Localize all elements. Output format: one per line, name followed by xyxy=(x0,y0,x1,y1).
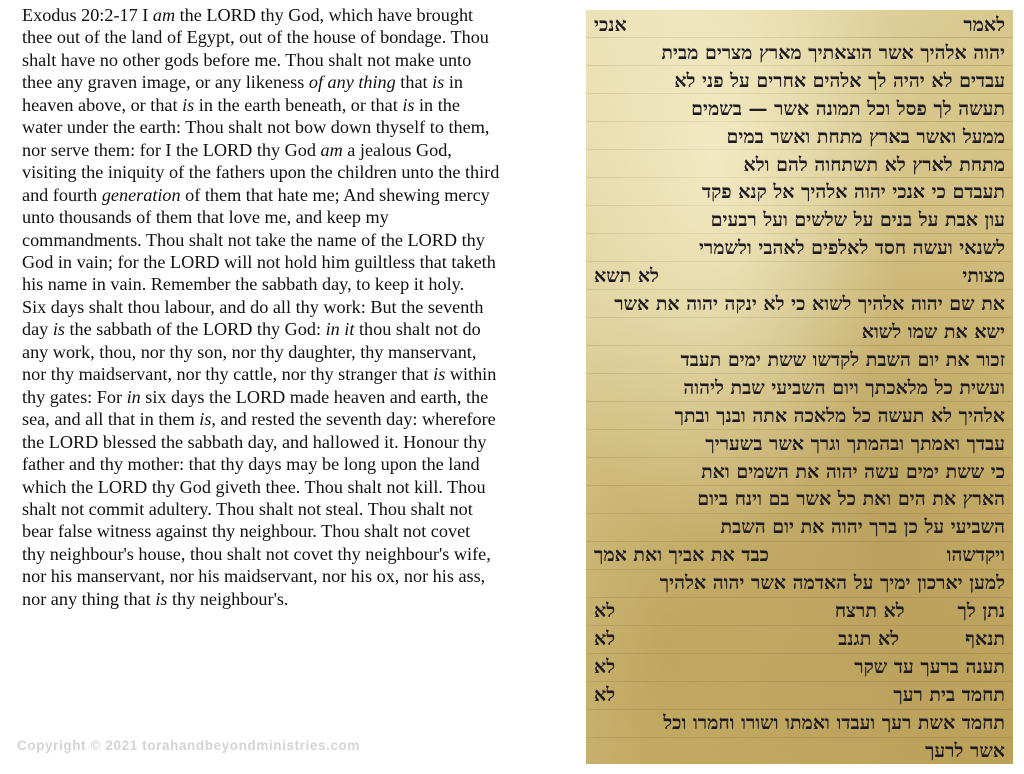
scroll-line xyxy=(594,626,1005,654)
text-segment: thee any graven image, or any likeness xyxy=(22,72,309,93)
hebrew-text: מצותי xyxy=(962,265,1005,288)
hebrew-text: תחמד אשת רעך ועבדו ואמתו ושורו וחמרו וכל xyxy=(663,711,1005,734)
hebrew-text: נתן לך לא תרצח xyxy=(834,600,1005,623)
text-segment: unto thousands of them that love me, and keep my xyxy=(22,207,389,228)
scroll-line xyxy=(594,570,1005,598)
scroll-line xyxy=(594,319,1005,347)
hebrew-text: את שם יהוה אלהיך לשוא כי לא ינקה יהוה את אשר xyxy=(614,293,1005,316)
scroll-line xyxy=(594,124,1005,152)
passage-line xyxy=(22,71,592,93)
text-segment: nor thy maidservant, nor thy cattle, nor thy stranger that xyxy=(22,364,434,385)
hebrew-scroll-text xyxy=(594,12,1005,764)
hebrew-text: לא תשא xyxy=(594,265,659,288)
italic-text: is xyxy=(52,319,65,340)
scroll-line xyxy=(594,375,1005,403)
text-segment: shalt have no other gods before me. Thou shalt not make unto xyxy=(22,49,472,70)
passage-line xyxy=(22,520,592,542)
hebrew-text: השביעי על כן ברך יהוה את יום השבת xyxy=(720,516,1005,539)
passage-line xyxy=(22,386,592,408)
scroll-line xyxy=(594,12,1005,40)
scroll-line xyxy=(594,598,1005,626)
copyright-notice: Copyright © 2021 torahandbeyondministries.com xyxy=(17,738,361,753)
text-segment: a jealous God, xyxy=(342,139,452,160)
passage-line xyxy=(22,341,592,363)
italic-text: am xyxy=(320,139,343,160)
passage-line xyxy=(22,161,592,183)
passage-line xyxy=(22,273,592,295)
italic-text: of any thing xyxy=(308,72,396,93)
text-segment: the sabbath of the LORD thy God: xyxy=(64,319,326,340)
hebrew-text: אלהיך לא תעשה כל מלאכה אתה ובנך ובתך xyxy=(674,404,1005,427)
text-segment: day xyxy=(22,319,53,340)
passage-line xyxy=(22,139,592,161)
hebrew-text: כי ששת ימים עשה יהוה את השמים ואת xyxy=(701,460,1005,483)
hebrew-text: ממעל ואשר בארץ מתחת ואשר במים xyxy=(726,125,1005,148)
passage-line xyxy=(22,588,592,610)
hebrew-text: לאמר xyxy=(963,14,1005,36)
text-segment: thou shalt not do xyxy=(354,319,481,340)
scroll-line xyxy=(594,291,1005,319)
text-segment: commandments. Thou shalt not take the name of the LORD thy xyxy=(22,229,485,250)
scroll-line xyxy=(594,96,1005,124)
text-segment: nor serve them: for I the LORD thy God xyxy=(22,139,321,160)
italic-text: in it xyxy=(325,319,355,340)
torah-scroll-image xyxy=(586,10,1013,764)
scroll-line xyxy=(594,403,1005,431)
italic-text: is xyxy=(402,94,415,115)
text-segment: in xyxy=(444,72,463,93)
passage-line xyxy=(22,408,592,430)
hebrew-text: עבדים לא יהיה לך אלהים אחרים על פני לא xyxy=(674,69,1005,92)
text-segment: thy gates: For xyxy=(22,386,127,407)
italic-text: in xyxy=(126,386,141,407)
text-segment: God in vain; for the LORD will not hold him guiltless that taketh xyxy=(22,251,496,272)
text-segment: six days the LORD made heaven and earth, the xyxy=(140,386,489,407)
hebrew-text: לשנאי ועשה חסד לאלפים לאהבי ולשמרי xyxy=(698,237,1005,260)
hebrew-text: למען יארכון ימיך על האדמה אשר יהוה אלהיך xyxy=(659,572,1005,595)
text-segment: water under the earth: Thou shalt not bow down thyself to them, xyxy=(22,117,490,138)
scroll-line xyxy=(594,347,1005,375)
scroll-line xyxy=(594,179,1005,207)
scroll-line xyxy=(594,40,1005,68)
passage-line xyxy=(22,565,592,587)
hebrew-text: תנאף לא תגנב xyxy=(838,627,1005,650)
scroll-line xyxy=(594,514,1005,542)
passage-line xyxy=(22,229,592,251)
scroll-line xyxy=(594,682,1005,710)
scroll-line xyxy=(594,459,1005,487)
italic-text: is xyxy=(155,588,168,609)
passage-line xyxy=(22,476,592,498)
scroll-line xyxy=(594,486,1005,514)
scroll-line xyxy=(594,738,1005,764)
text-segment: in the earth beneath, or that xyxy=(194,94,403,115)
text-segment: heaven above, or that xyxy=(22,94,183,115)
passage-line xyxy=(22,498,592,520)
passage-line xyxy=(22,453,592,475)
text-segment: sea, and all that in them xyxy=(22,409,200,430)
text-segment: of them that hate me; And shewing mercy xyxy=(180,184,490,205)
hebrew-text: אשר לרעך xyxy=(925,739,1005,762)
hebrew-text: ויקדשהו xyxy=(946,544,1005,567)
passage-line xyxy=(22,94,592,116)
hebrew-text: אנכי xyxy=(594,14,627,36)
passage-line xyxy=(22,4,592,26)
text-segment: his name in vain. Remember the sabbath day, to keep it holy. xyxy=(22,274,465,295)
passage-line xyxy=(22,184,592,206)
text-segment: nor his manservant, nor his maidservant, nor his ox, nor his ass, xyxy=(22,566,486,587)
passage-line xyxy=(22,116,592,138)
passage-line xyxy=(22,206,592,228)
passage-line xyxy=(22,26,592,48)
italic-text: am xyxy=(152,5,176,25)
scripture-passage xyxy=(22,4,592,610)
passage-line xyxy=(22,251,592,273)
text-segment: shalt not commit adultery. Thou shalt not steal. Thou shalt not xyxy=(22,498,473,519)
scroll-line xyxy=(594,235,1005,263)
scroll-line xyxy=(594,654,1005,682)
scroll-line xyxy=(594,207,1005,235)
hebrew-text: לא xyxy=(594,683,616,706)
hebrew-text: תחמד בית רעך xyxy=(893,683,1005,706)
text-segment: bear false witness against thy neighbour. Thou shalt not covet xyxy=(22,521,471,542)
text-segment: thy neighbour's house, thou shalt not covet thy neighbour's wife, xyxy=(22,543,491,564)
passage-line xyxy=(22,49,592,71)
text-segment: thy neighbour's. xyxy=(167,588,289,609)
text-segment: in the xyxy=(414,94,460,115)
scroll-line xyxy=(594,431,1005,459)
hebrew-text: מתחת לארץ לא תשתחוה להם ולא xyxy=(743,153,1005,176)
passage-line xyxy=(22,543,592,565)
scroll-line xyxy=(594,542,1005,570)
hebrew-text: תעשה לך פסל וכל תמונה אשר — בשמים xyxy=(691,97,1005,120)
text-segment: Six days shalt thou labour, and do all thy work: But the seventh xyxy=(22,296,484,317)
scroll-line xyxy=(594,710,1005,738)
hebrew-text: זכור את יום השבת לקדשו ששת ימים תעבד xyxy=(680,348,1005,371)
text-segment: , and rested the seventh day: wherefore xyxy=(211,409,496,430)
hebrew-text: עון אבת על בנים על שלשים ועל רבעים xyxy=(710,209,1005,232)
text-segment: visiting the iniquity of the fathers upon the children unto the third xyxy=(22,162,500,183)
hebrew-text: כבד את אביך ואת אמך xyxy=(594,544,769,567)
italic-text: is xyxy=(433,364,446,385)
text-segment: the LORD blessed the sabbath day, and hallowed it. Honour thy xyxy=(22,431,487,452)
text-segment: any work, thou, nor thy son, nor thy daughter, thy manservant, xyxy=(22,341,477,362)
italic-text: generation xyxy=(101,184,181,205)
scroll-line xyxy=(594,152,1005,180)
text-segment: and fourth xyxy=(22,184,102,205)
hebrew-text: ישא את שמו לשוא xyxy=(861,320,1005,343)
passage-line xyxy=(22,296,592,318)
text-segment: father and thy mother: that thy days may be long upon the land xyxy=(22,454,480,475)
hebrew-text: הארץ את הים ואת כל אשר בם וינח ביום xyxy=(697,488,1005,511)
text-segment: Exodus 20:2-17 I xyxy=(22,5,153,25)
text-segment: nor any thing that xyxy=(22,588,156,609)
text-segment: which the LORD thy God giveth thee. Thou shalt not kill. Thou xyxy=(22,476,486,497)
hebrew-text: תענה ברעך עד שקר xyxy=(854,655,1005,678)
text-segment: within xyxy=(445,364,497,385)
hebrew-text: תעבדם כי אנכי יהוה אלהיך אל קנא פקד xyxy=(701,181,1005,204)
text-segment: the LORD thy God, which have brought xyxy=(175,5,474,25)
italic-text: is xyxy=(199,409,212,430)
hebrew-text: יהוה אלהיך אשר הוצאתיך מארץ מצרים מבית xyxy=(661,41,1005,64)
passage-line xyxy=(22,431,592,453)
text-segment: that xyxy=(395,72,433,93)
italic-text: is xyxy=(182,94,195,115)
text-segment: thee out of the land of Egypt, out of the house of bondage. Thou xyxy=(22,27,489,48)
hebrew-text: לא xyxy=(594,600,616,623)
italic-text: is xyxy=(432,72,445,93)
scroll-line xyxy=(594,68,1005,96)
scroll-line xyxy=(594,263,1005,291)
passage-line xyxy=(22,318,592,340)
hebrew-text: ועשית כל מלאכתך ויום השביעי שבת ליהוה xyxy=(683,376,1005,399)
passage-line xyxy=(22,363,592,385)
hebrew-text: עבדך ואמתך ובהמתך וגרך אשר בשעריך xyxy=(705,432,1005,455)
hebrew-text: לא xyxy=(594,627,616,650)
hebrew-text: לא xyxy=(594,655,616,678)
